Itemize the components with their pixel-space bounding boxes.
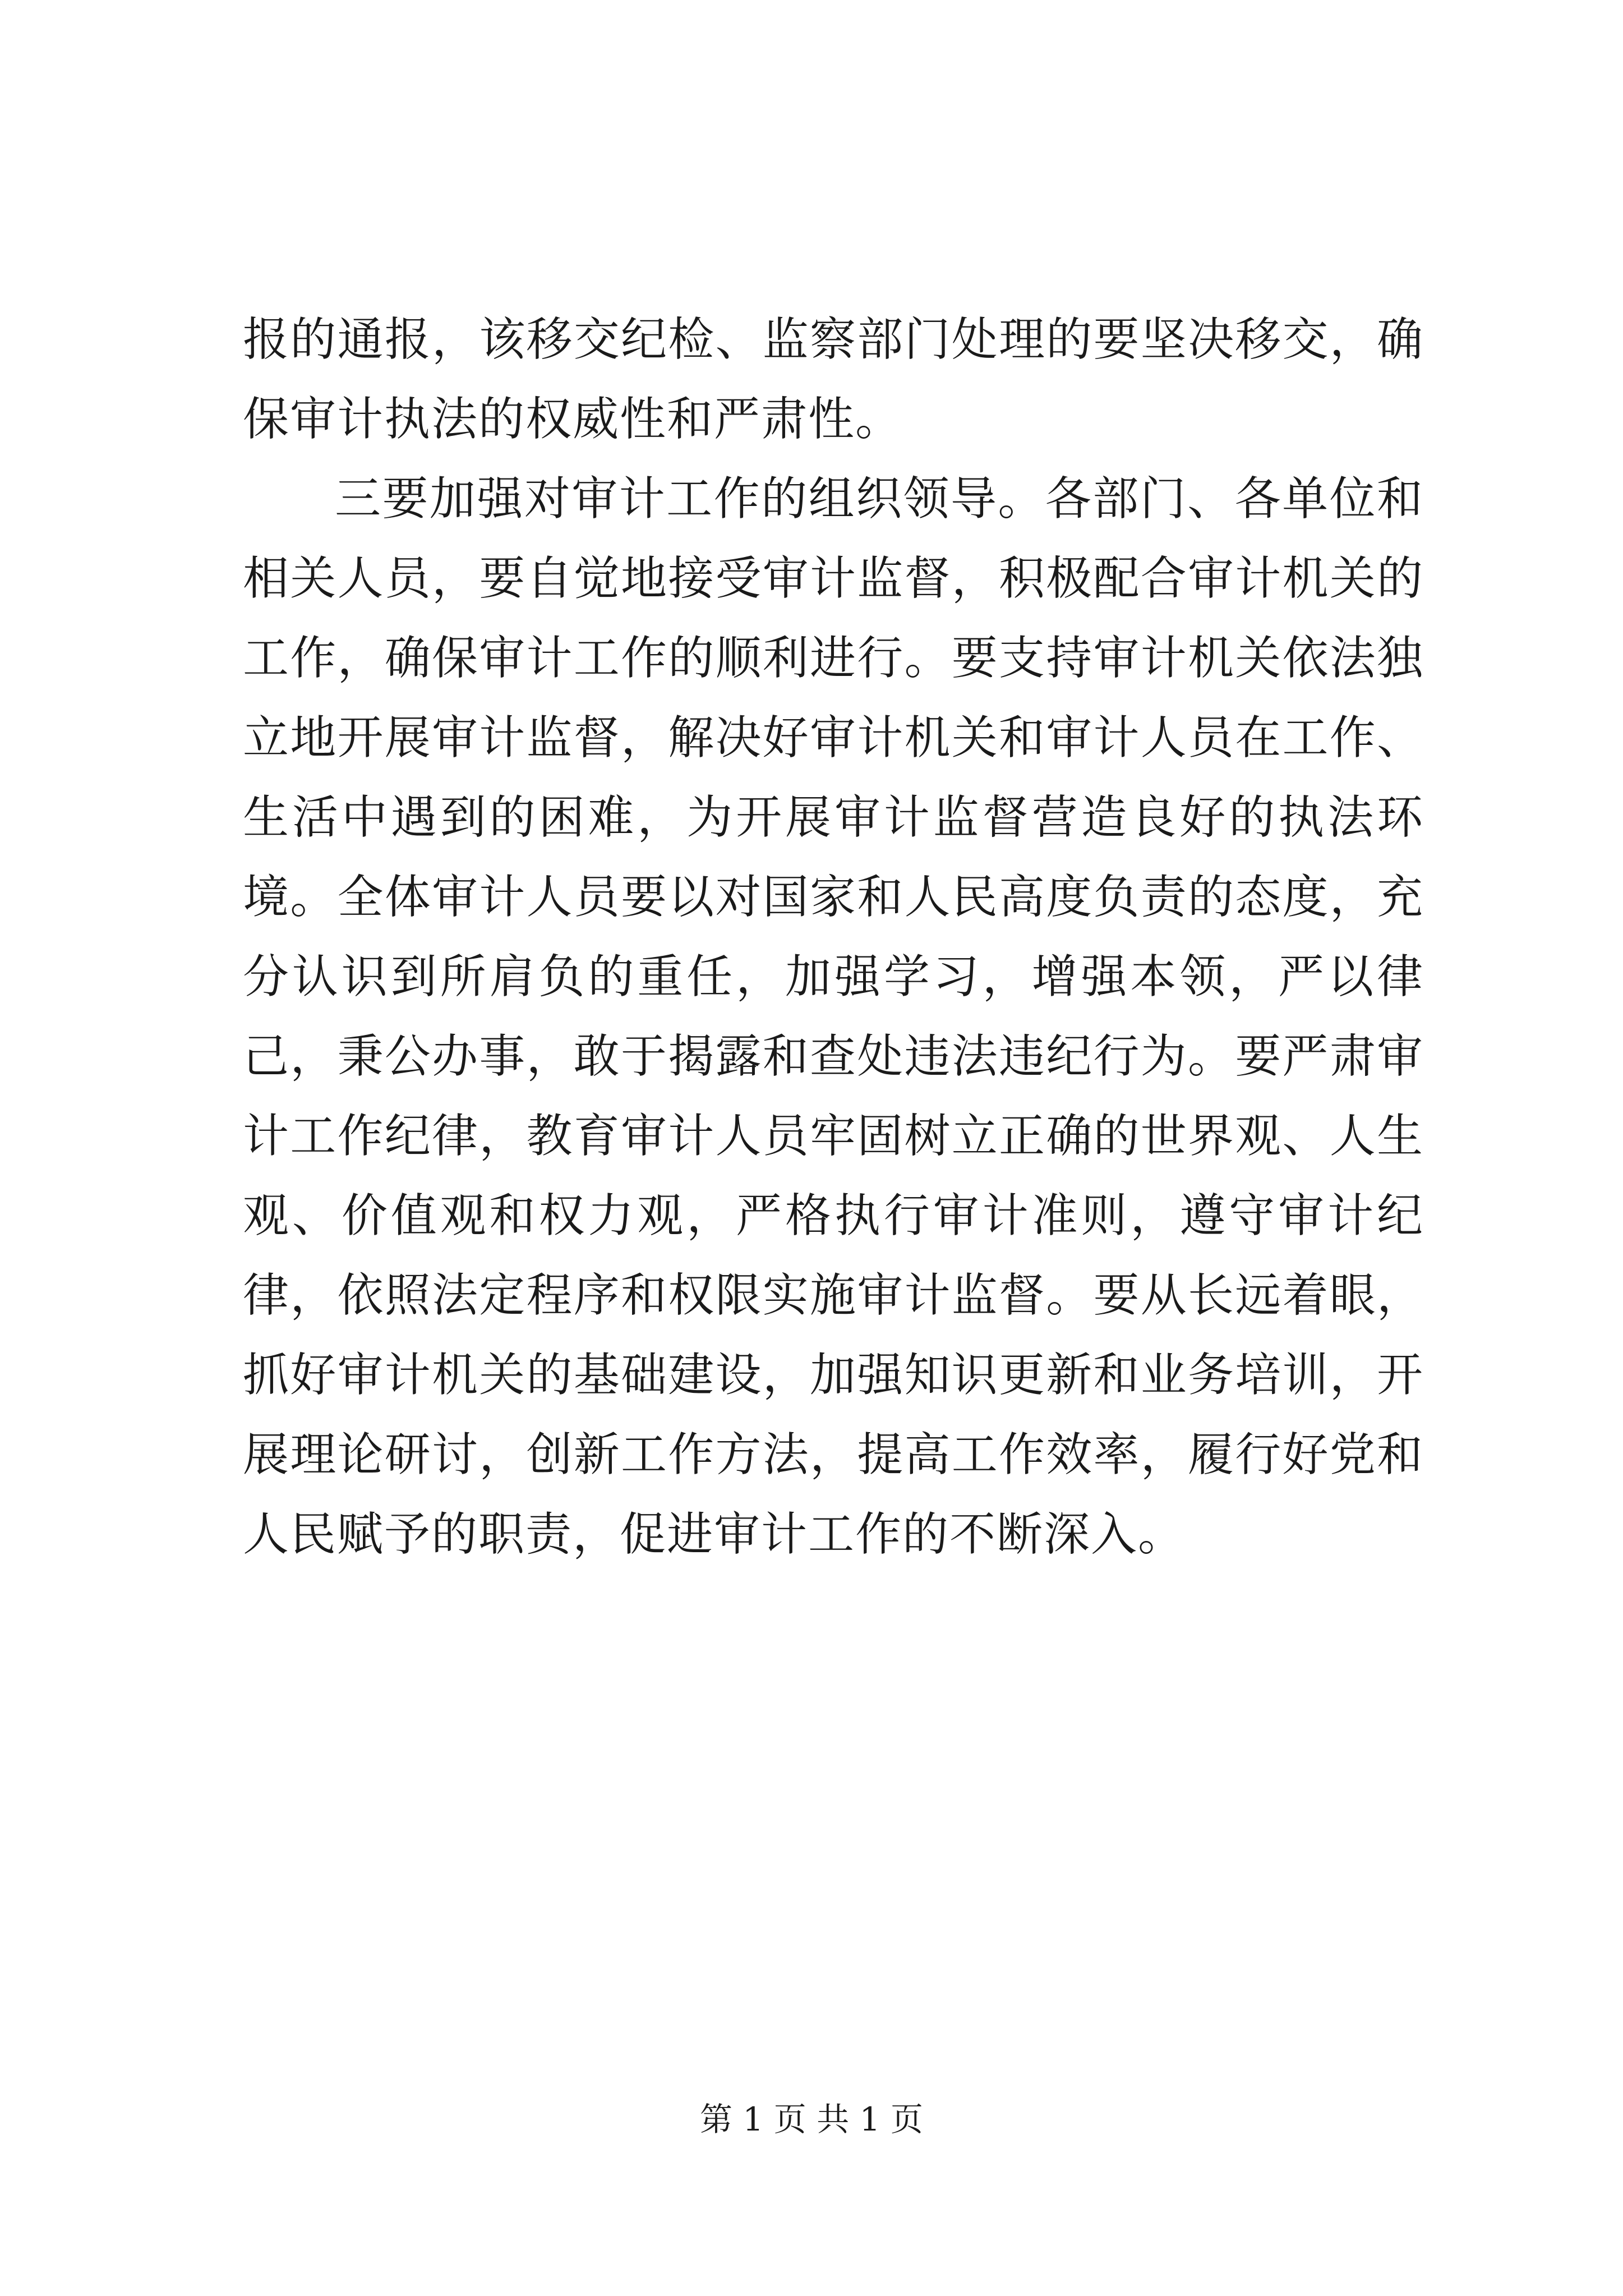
page-footer: 第 1 页 共 1 页: [700, 2100, 923, 2138]
paragraph-continuation: 报的通报，该移交纪检、监察部门处理的要坚决移交，确保审计执法的权威性和严肃性。: [243, 313, 1424, 446]
document-body: [243, 300, 1424, 1575]
paragraph-organizational-leadership: 三要加强对审计工作的组织领导。各部门、各单位和相关人员，要自觉地接受审计监督，积极配合审计机关的工作，确保审计工作的顺利进行。要支持审计机关依法独立地开展审计监督，解决好审计机关和审计人员在工作、生活中遇到的困难，为开展审计监督营造良好的执法环境。全体审计人员要以对国家和人民高度负责的态度，充分认识到所肩负的重任，加强学习，增强本领，严以律己，秉公办事，敢于揭露和查处违法违纪行为。要严肃审计工作纪律，教育审计人员牢固树立正确的世界观、人生观、价值观和权力观，严格执行审计准则，遵守审计纪律，依照法定程序和权限实施审计监督。要从长远着眼，抓好审计机关的基础建设，加强知识更新和业务培训，开展理论研讨，创新工作方法，提高工作效率，履行好党和人民赋予的职责，促进审计工作的不断深入。: [243, 472, 1424, 1561]
